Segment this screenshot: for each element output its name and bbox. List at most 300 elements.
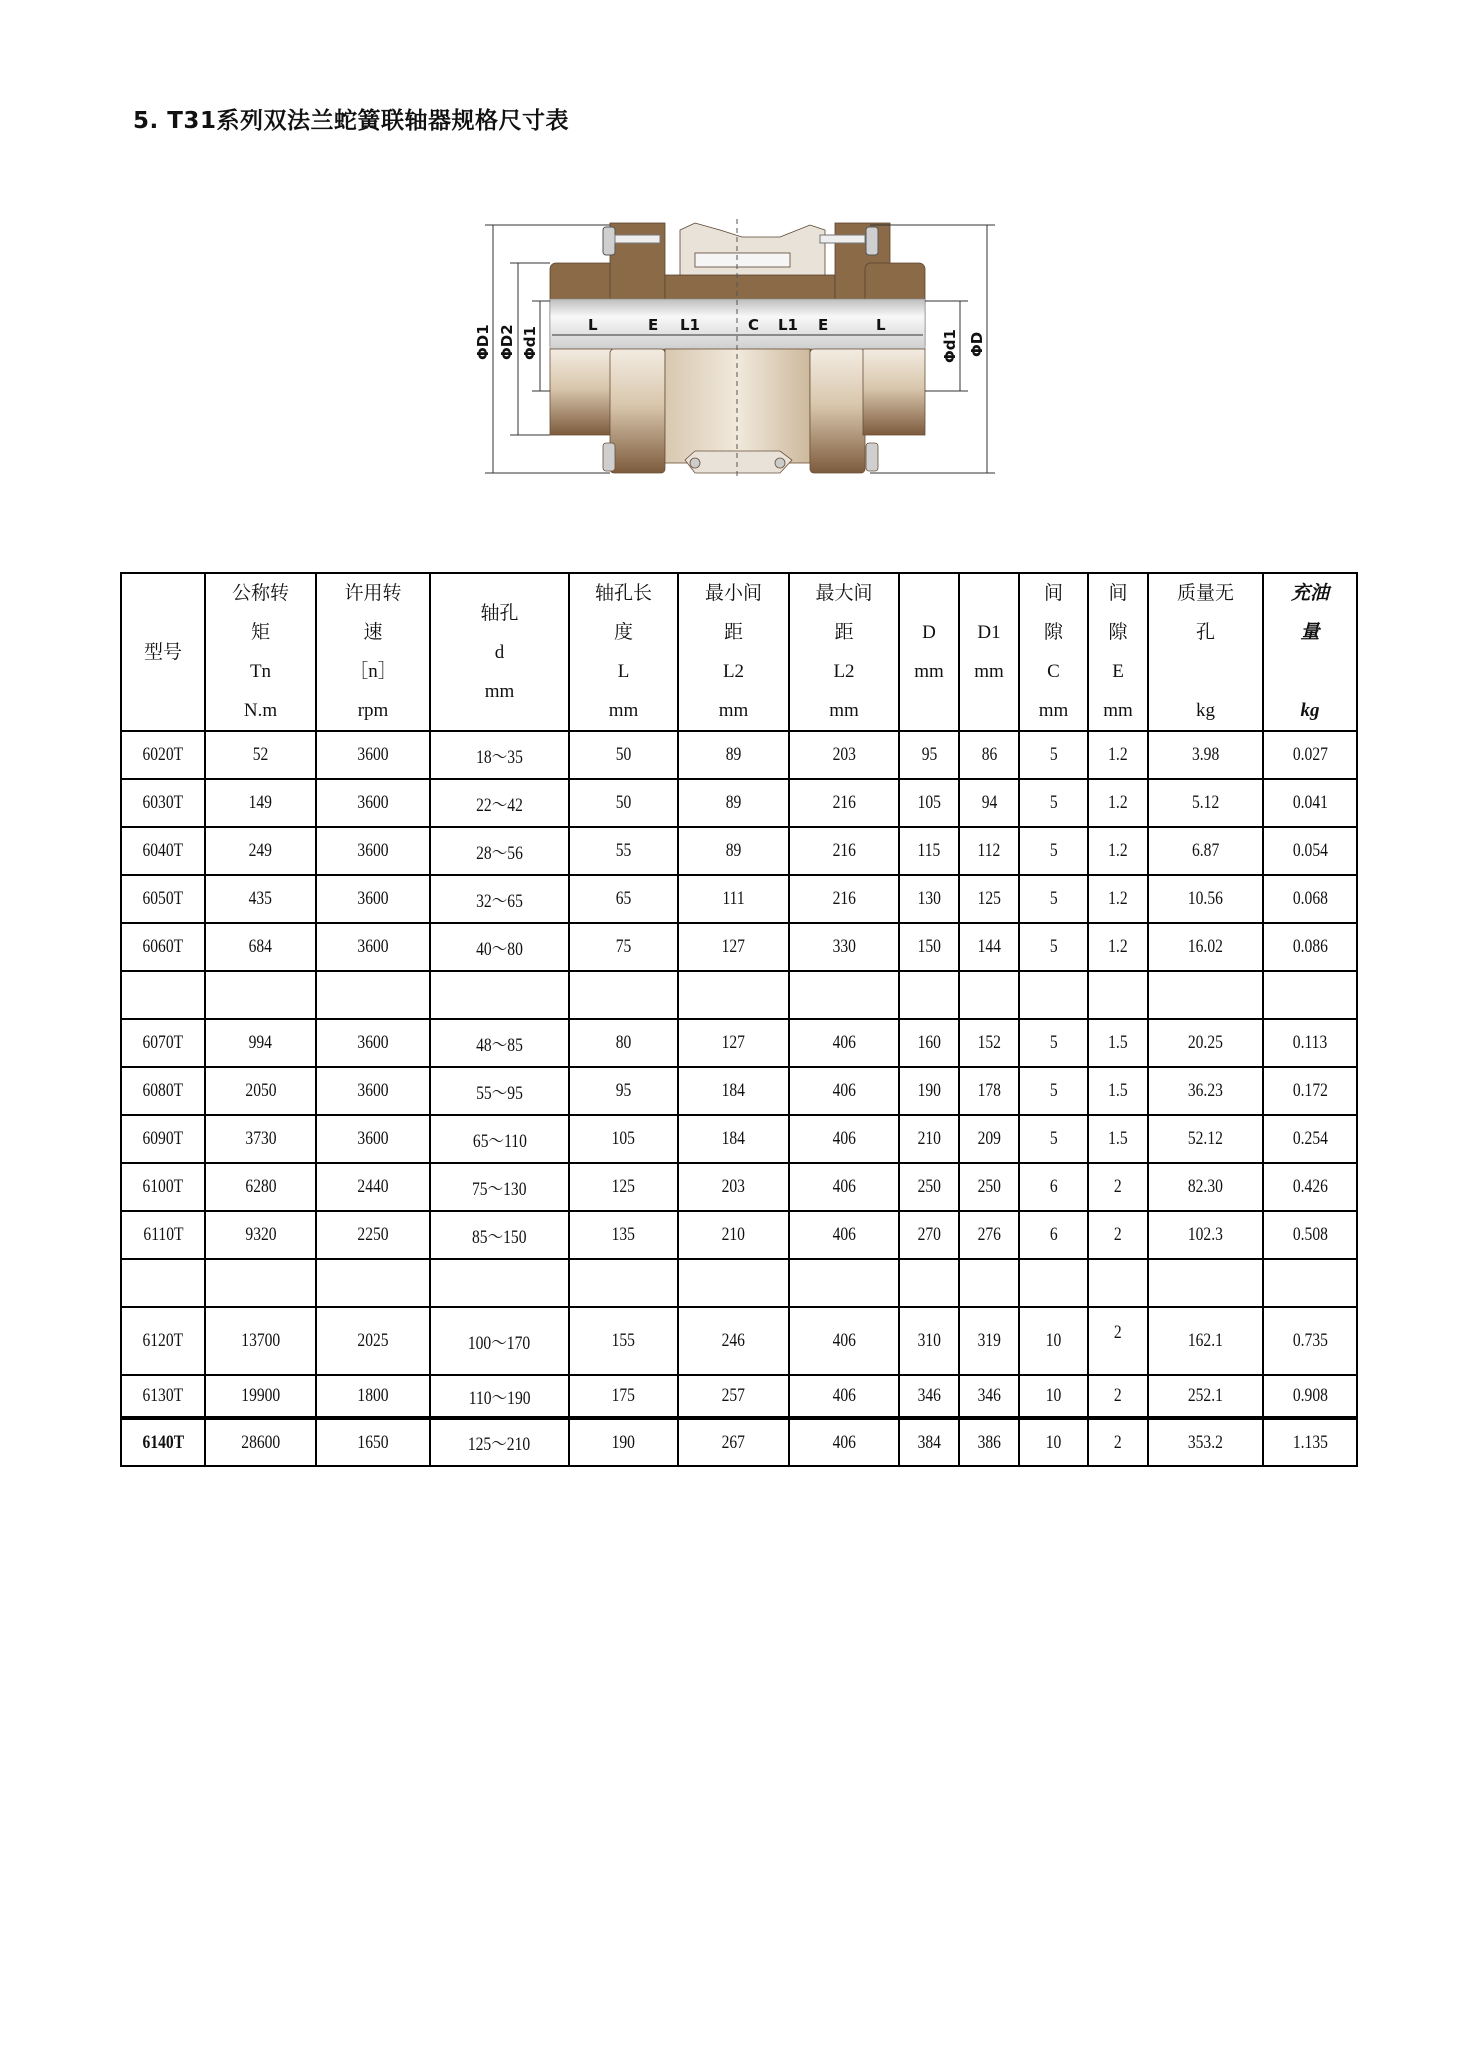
header-line: 孔 (1195, 622, 1215, 643)
table-cell (1019, 1418, 1088, 1466)
cell-value: 40～80 (476, 938, 523, 960)
header-line: mm (718, 700, 749, 721)
cell-value: 0.172 (1292, 1080, 1328, 1101)
table-cell (1263, 1163, 1357, 1211)
table-row (121, 1307, 1357, 1375)
cell-value: 6040T (142, 840, 184, 861)
cell-value: 6140T (142, 1431, 184, 1453)
table-cell (1019, 923, 1088, 971)
table-cell (678, 1163, 789, 1211)
column-header (789, 573, 899, 731)
table-cell (1019, 1067, 1088, 1115)
table-cell (959, 779, 1019, 827)
cell-value: 250 (917, 1176, 941, 1197)
table-cell (678, 779, 789, 827)
cell-value: 86 (981, 744, 997, 765)
cell-value: 6070T (142, 1032, 184, 1053)
table-cell (1088, 827, 1148, 875)
cell-value: 6100T (142, 1176, 184, 1197)
cell-value: 0.113 (1292, 1032, 1328, 1053)
table-cell (1088, 1375, 1148, 1418)
cell-value: 1.2 (1108, 792, 1128, 813)
cell-value: 6020T (142, 744, 184, 765)
coupling-diagram (474, 215, 1080, 485)
header-line: mm (974, 661, 1004, 682)
label-L-left: L (588, 316, 598, 334)
table-cell (1148, 779, 1263, 827)
cell-value: 319 (977, 1330, 1001, 1351)
table-cell (430, 1259, 569, 1307)
cell-value: 52.12 (1187, 1128, 1224, 1149)
label-D: ΦD (968, 331, 986, 357)
cell-value: 5 (1049, 1080, 1058, 1101)
cell-value: 2 (1114, 1431, 1122, 1453)
header-line (1264, 652, 1356, 691)
table-cell (569, 827, 678, 875)
label-L1-left: L1 (680, 316, 700, 334)
table-cell (316, 971, 430, 1019)
table-cell (899, 1418, 959, 1466)
cell-value: 1.5 (1108, 1128, 1128, 1149)
table-cell (316, 1307, 430, 1375)
column-header (1088, 573, 1148, 731)
table-cell (205, 1115, 316, 1163)
cell-value: 0.735 (1292, 1330, 1328, 1351)
table-cell (205, 1211, 316, 1259)
table-cell (121, 1418, 205, 1466)
cell-value: 1.135 (1292, 1431, 1328, 1453)
table-cell (1148, 1211, 1263, 1259)
cell-value: 190 (611, 1431, 636, 1453)
cell-value: 125 (611, 1176, 636, 1197)
cell-value: 5.12 (1191, 792, 1220, 813)
table-row (121, 1019, 1357, 1067)
cell-value: 6090T (142, 1128, 184, 1149)
cell-value: 5 (1049, 888, 1058, 909)
label-E-left: E (648, 316, 659, 334)
cell-value: 406 (832, 1330, 856, 1351)
table-cell (959, 923, 1019, 971)
cell-value: 270 (917, 1224, 941, 1245)
cell-value: 216 (832, 840, 856, 861)
cell-value: 3600 (357, 1128, 389, 1149)
table-cell (678, 1259, 789, 1307)
table-cell (678, 731, 789, 779)
table-cell (1148, 731, 1263, 779)
table-cell (959, 1115, 1019, 1163)
table-cell (316, 1019, 430, 1067)
cell-value: 435 (248, 888, 273, 909)
cell-value: 5 (1049, 1032, 1058, 1053)
header-line: 速 (363, 622, 383, 643)
header-line: L2 (722, 661, 745, 682)
column-header (316, 573, 430, 731)
cell-value: 10 (1045, 1431, 1062, 1453)
header-line: mm (608, 700, 639, 721)
header-line: 隙 (1043, 622, 1063, 643)
cell-value: 2250 (357, 1224, 389, 1245)
table-cell (899, 1211, 959, 1259)
table-cell (121, 1375, 205, 1418)
cell-value: 2050 (244, 1080, 277, 1101)
cell-value: 2 (1114, 1385, 1122, 1406)
column-header (121, 573, 205, 731)
table-cell (121, 1067, 205, 1115)
cell-value: 3600 (357, 888, 389, 909)
table-cell (678, 1067, 789, 1115)
cell-value: 3600 (357, 1080, 389, 1101)
cell-value: 85～150 (472, 1226, 527, 1248)
table-cell (1148, 1067, 1263, 1115)
table-cell (121, 1211, 205, 1259)
cell-value: 0.908 (1292, 1385, 1328, 1406)
label-d1-right: Φd1 (941, 329, 959, 363)
header-line: d (494, 641, 505, 663)
table-cell (1263, 1067, 1357, 1115)
cell-value: 3600 (357, 936, 389, 957)
table-cell (316, 1067, 430, 1115)
cell-value: 50 (615, 744, 632, 765)
cell-value: 150 (917, 936, 941, 957)
header-line: 许用转 (344, 583, 402, 604)
table-cell (899, 1375, 959, 1418)
cell-value: 20.25 (1187, 1032, 1224, 1053)
table-cell (789, 875, 899, 923)
cell-value: 152 (977, 1032, 1001, 1053)
table-cell (678, 1019, 789, 1067)
table-cell (1019, 1259, 1088, 1307)
cell-value: 6130T (142, 1385, 184, 1406)
table-cell (430, 1067, 569, 1115)
cell-value: 184 (721, 1128, 746, 1149)
cell-value: 28600 (241, 1431, 280, 1453)
table-cell (205, 731, 316, 779)
cell-value: 0.254 (1292, 1128, 1328, 1149)
column-header (678, 573, 789, 731)
table-row (121, 827, 1357, 875)
cell-value: 10 (1045, 1330, 1062, 1351)
table-cell (1263, 1115, 1357, 1163)
cell-value: 111 (722, 888, 745, 909)
cell-value: 2 (1114, 1224, 1122, 1245)
spec-table (120, 572, 1358, 1467)
cell-value: 386 (977, 1431, 1001, 1453)
table-cell (316, 1375, 430, 1418)
table-cell (569, 923, 678, 971)
table-cell (899, 1307, 959, 1375)
table-cell (569, 971, 678, 1019)
cell-value: 162.1 (1187, 1330, 1224, 1351)
column-header (569, 573, 678, 731)
table-cell (430, 1019, 569, 1067)
table-cell (959, 1307, 1019, 1375)
column-header (1263, 573, 1357, 731)
table-cell (678, 923, 789, 971)
cell-value: 89 (725, 744, 742, 765)
cell-value: 3.98 (1191, 744, 1220, 765)
cell-value: 16.02 (1187, 936, 1224, 957)
cell-value: 1.2 (1108, 744, 1128, 765)
table-cell (1088, 1259, 1148, 1307)
table-cell (1263, 1307, 1357, 1375)
cell-value: 1.2 (1108, 936, 1128, 957)
cell-value: 48～85 (476, 1034, 523, 1056)
cell-value: 112 (977, 840, 1001, 861)
cell-value: 10.56 (1187, 888, 1224, 909)
cell-value: 1.5 (1108, 1080, 1128, 1101)
table-cell (1263, 1259, 1357, 1307)
cell-value: 175 (611, 1385, 636, 1406)
table-cell (205, 1259, 316, 1307)
table-cell (1148, 1163, 1263, 1211)
table-cell (959, 1375, 1019, 1418)
cell-value: 384 (917, 1431, 941, 1453)
label-L1-right: L1 (778, 316, 798, 334)
cell-value: 209 (977, 1128, 1001, 1149)
cell-value: 6120T (142, 1330, 184, 1351)
cell-value: 82.30 (1187, 1176, 1224, 1197)
header-line: 距 (723, 622, 743, 643)
cell-value: 0.086 (1292, 936, 1328, 957)
cell-value: 95 (615, 1080, 632, 1101)
table-cell (678, 875, 789, 923)
blank-row (121, 1259, 1357, 1307)
header-line: N.m (243, 700, 278, 721)
cell-value: 13700 (241, 1330, 280, 1351)
label-C: C (748, 316, 760, 334)
cell-value: 28～56 (476, 842, 523, 864)
cell-value: 249 (248, 840, 273, 861)
cell-value: 5 (1049, 936, 1058, 957)
cell-value: 994 (248, 1032, 273, 1053)
cell-value: 346 (917, 1385, 941, 1406)
cell-value: 3600 (357, 1032, 389, 1053)
table-cell (1148, 1115, 1263, 1163)
table-cell (1263, 1418, 1357, 1466)
table-cell (205, 1163, 316, 1211)
cell-value: 346 (977, 1385, 1001, 1406)
header-line: C (1047, 661, 1060, 682)
table-cell (430, 1211, 569, 1259)
cell-value: 127 (721, 1032, 746, 1053)
table-cell (121, 779, 205, 827)
table-cell (121, 971, 205, 1019)
table-cell (1088, 1211, 1148, 1259)
cell-value: 6050T (142, 888, 184, 909)
table-cell (899, 1259, 959, 1307)
table-cell (1019, 1163, 1088, 1211)
cell-value: 310 (917, 1330, 941, 1351)
table-cell (959, 971, 1019, 1019)
table-cell (205, 923, 316, 971)
table-cell (789, 827, 899, 875)
cell-value: 252.1 (1187, 1385, 1224, 1406)
table-cell (1088, 731, 1148, 779)
table-cell (121, 1019, 205, 1067)
cell-value: 210 (917, 1128, 941, 1149)
header-line: 量 (1300, 622, 1320, 643)
cell-value: 80 (615, 1032, 632, 1053)
header-line: 度 (613, 622, 633, 643)
column-header (1148, 573, 1263, 731)
cell-value: 210 (721, 1224, 746, 1245)
cell-value: 0.054 (1292, 840, 1328, 861)
cell-value: 216 (832, 888, 856, 909)
cell-value: 95 (921, 744, 937, 765)
table-cell (1019, 1307, 1088, 1375)
cell-value: 276 (977, 1224, 1001, 1245)
table-cell (569, 731, 678, 779)
cell-value: 406 (832, 1128, 856, 1149)
table-cell (569, 1418, 678, 1466)
table-cell (1148, 1375, 1263, 1418)
table-cell (1088, 875, 1148, 923)
table-cell (205, 1307, 316, 1375)
cell-value: 105 (917, 792, 941, 813)
cell-value: 94 (981, 792, 997, 813)
table-cell (899, 923, 959, 971)
cell-value: 5 (1049, 840, 1058, 861)
label-L-right: L (876, 316, 886, 334)
cell-value: 149 (248, 792, 273, 813)
header-line: E (1112, 661, 1124, 682)
header-line: L (617, 661, 630, 682)
cell-value: 6080T (142, 1080, 184, 1101)
header-line: mm (484, 680, 515, 702)
table-cell (316, 923, 430, 971)
cell-value: 178 (977, 1080, 1001, 1101)
table-cell (121, 1259, 205, 1307)
cell-value: 55 (615, 840, 632, 861)
table-cell (1263, 779, 1357, 827)
table-cell (959, 1067, 1019, 1115)
table-cell (205, 971, 316, 1019)
cell-value: 406 (832, 1080, 856, 1101)
table-cell (1088, 1418, 1148, 1466)
table-row (121, 1163, 1357, 1211)
table-cell (1148, 1307, 1263, 1375)
header-line: mm (914, 661, 944, 682)
cell-value: 203 (721, 1176, 746, 1197)
header-line: 间 (1108, 583, 1128, 604)
table-cell (959, 1211, 1019, 1259)
table-cell (959, 1259, 1019, 1307)
header-line: 质量无 (1176, 583, 1234, 604)
table-cell (678, 827, 789, 875)
table-cell (1148, 1019, 1263, 1067)
header-line: kg (1300, 700, 1320, 721)
table-cell (1088, 923, 1148, 971)
table-cell (205, 1418, 316, 1466)
column-header (899, 573, 959, 731)
page-title: 5. T31系列双法兰蛇簧联轴器规格尺寸表 (133, 108, 569, 134)
cell-value: 3600 (357, 744, 389, 765)
header-line: 充油 (1290, 583, 1329, 604)
column-header (1019, 573, 1088, 731)
cell-value: 155 (611, 1330, 636, 1351)
cell-value: 144 (977, 936, 1001, 957)
table-cell (430, 875, 569, 923)
cell-value: 32～65 (476, 890, 523, 912)
table-cell (678, 971, 789, 1019)
table-cell (569, 875, 678, 923)
cell-value: 89 (725, 840, 742, 861)
table-cell (899, 1019, 959, 1067)
cell-value: 2 (1114, 1322, 1122, 1343)
table-cell (789, 1307, 899, 1375)
header-line: 矩 (250, 622, 270, 643)
header-row (121, 573, 1357, 731)
header-line: 最大间 (815, 583, 873, 604)
cell-value: 0.068 (1292, 888, 1328, 909)
table-cell (1263, 827, 1357, 875)
cell-value: 190 (917, 1080, 941, 1101)
header-line: 距 (834, 622, 854, 643)
cell-value: 0.041 (1292, 792, 1328, 813)
cell-value: 1800 (357, 1385, 389, 1406)
cell-value: 75 (615, 936, 632, 957)
header-line: D (922, 622, 936, 643)
table-cell (789, 1375, 899, 1418)
table-cell (569, 1115, 678, 1163)
cell-value: 135 (611, 1224, 636, 1245)
cell-value: 100～170 (468, 1332, 531, 1354)
table-cell (789, 1211, 899, 1259)
table-cell (1019, 1211, 1088, 1259)
table-cell (121, 1115, 205, 1163)
cell-value: 2440 (357, 1176, 389, 1197)
header-line: 间 (1043, 583, 1063, 604)
cell-value: 3600 (357, 792, 389, 813)
cell-value: 10 (1045, 1385, 1062, 1406)
cell-value: 22～42 (476, 794, 523, 816)
table-cell (1088, 1019, 1148, 1067)
cell-value: 75～130 (472, 1178, 527, 1200)
column-header (959, 573, 1019, 731)
table-row (121, 1211, 1357, 1259)
header-line: kg (1196, 700, 1215, 721)
header-line: rpm (357, 700, 389, 721)
table-cell (959, 731, 1019, 779)
header-line: 公称转 (231, 583, 289, 604)
cell-value: 246 (721, 1330, 746, 1351)
table-cell (430, 731, 569, 779)
table-cell (205, 779, 316, 827)
table-cell (789, 1067, 899, 1115)
table-cell (1019, 827, 1088, 875)
cell-value: 89 (725, 792, 742, 813)
table-cell (1088, 1115, 1148, 1163)
table-cell (899, 827, 959, 875)
cell-value: 36.23 (1187, 1080, 1224, 1101)
table-cell (316, 1163, 430, 1211)
table-cell (1088, 1163, 1148, 1211)
table-cell (789, 1418, 899, 1466)
cell-value: 110～190 (468, 1387, 531, 1409)
header-line: mm (829, 700, 859, 721)
table-cell (959, 875, 1019, 923)
table-row (121, 779, 1357, 827)
table-cell (569, 1307, 678, 1375)
table-cell (959, 1163, 1019, 1211)
header-line: D1 (977, 622, 1001, 643)
table-cell (1148, 827, 1263, 875)
table-row (121, 1418, 1357, 1466)
header-line: 隙 (1108, 622, 1128, 643)
cell-value: 102.3 (1187, 1224, 1224, 1245)
table-cell (1148, 1418, 1263, 1466)
table-cell (121, 731, 205, 779)
